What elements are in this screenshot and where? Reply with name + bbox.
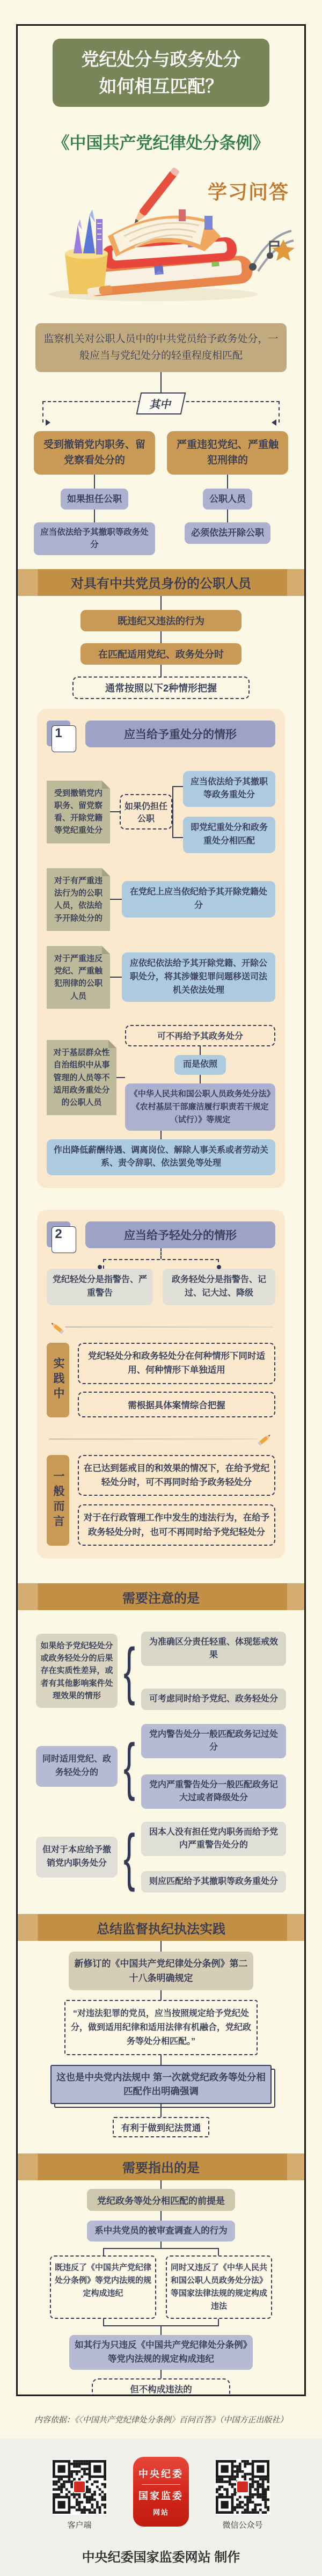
item-box: 党内警告处分一般匹配政务记过处分 [141,1724,286,1758]
but-box: 但不构成违法的 [92,2378,230,2396]
page-title [53,39,269,107]
cause-box: 受到撤销党内职务、留党察看处分的 [34,431,155,475]
connector [200,1046,201,1055]
connector [160,2242,162,2248]
brace-icon: { [123,1822,135,1893]
definition-box: 党纪轻处分是指警告、严重警告 [47,1269,153,1305]
note-card: 受到撤销党内职务、留党察看、开除党籍等党纪重处分 [47,781,110,843]
footer [0,2439,322,2576]
connector [160,1131,162,1139]
arrow-right-icon [46,419,50,426]
note-box: 同时适用党纪、政务轻处分的 [36,1746,118,1787]
item-box: 则应匹配给予其撤职等政务重处分 [141,1871,286,1893]
connector [160,1990,162,2000]
attention-rowB [36,1724,286,1809]
premise-box: 党纪政务等处分相匹配的前提是 [87,2189,235,2211]
pencil-icon [49,1319,65,1335]
general-box: 对于在行政管理工作中发生的违法行为，在给予政务轻处分时，也可不再同时给予党纪轻处分 [78,1504,275,1546]
divider-line [65,1326,273,1328]
qr-code [52,2459,107,2515]
practice-box: 党纪轻处分和政务轻处分在何种情形下同时适用、何种情形下单独适用 [78,1343,275,1384]
split-connector [103,2248,219,2255]
conditions-row [27,2255,295,2319]
regulation-box: 《中华人民共和国公职人员政务处分法》《农村基层干部廉洁履行职责若干规定（试行）》等规定 [125,1083,275,1131]
case2-title: 应当给予轻处分的情形 [85,1221,275,1248]
case2-header [47,1221,275,1248]
books-illustration [27,156,295,307]
note-box: 如果给予党纪轻处分或政务轻处分的后果存在实质性差异，或者有其他影响案件处理效果的情形 [36,1634,118,1708]
condition-box: 如果仍担任公职 [120,794,172,829]
summary-banner: 总结监督执纪执法实践 [18,1914,304,1941]
case1-row4 [47,1025,275,1131]
case2-defs [47,1269,275,1305]
connector [110,811,120,812]
item-box: 为准确区分责任轻重、体现惩戒效果 [141,1632,286,1666]
footer-row [49,2459,273,2530]
badge-divider [142,2484,180,2485]
pencil-icon [257,1431,273,1447]
branch-columns [27,431,295,555]
case2-panel [37,1210,285,1559]
tag-label: 学习问答 [207,181,289,203]
dashed-line [42,401,43,423]
badge-line3: 网站 [152,2508,169,2516]
connector [110,977,122,978]
note-card: 对于严重违反党纪、严重触犯刑律的公职人员 [47,946,110,1009]
items [141,1822,286,1893]
qr-center-logo [73,2480,86,2493]
result-box: 应当依法给予其撤职等政务重处分 [183,771,275,807]
result-box: 必须依法开除公职 [185,522,270,544]
item-box: 可考虑同时给予党纪、政务轻处分 [141,1689,286,1710]
badge-line2: 国家监委 [138,2491,184,2501]
practice-label: 实践中 [47,1343,69,1417]
title-line2: 如何相互匹配？ [99,76,223,96]
quote-box: “对违法犯罪的党员，应当按照规定给予党纪处分，做到适用纪律和适用法律有机融合，党纪政务等处分相匹配。” [64,2000,258,2055]
connector [160,2211,162,2221]
link-box: 而是依照 [174,1055,226,1075]
branch-connector [27,392,295,431]
cause-box: 严重违犯党纪、严重触犯刑律的 [167,431,288,475]
connector [110,899,122,900]
step-note: 通常按照以下2种情形把握 [72,676,250,699]
only-violation-box: 如其行为只违反《中国共产党纪律处分条例》等党内法规的规定构成违纪 [69,2335,253,2370]
merge-connector [103,2319,219,2326]
condition-box: 既违反了《中国共产党纪律处分条例》等党内法规的规定构成违纪 [50,2255,156,2319]
note-box: 但对于本应给予撤销党内职务处分 [36,1837,118,1878]
source-note: 内容依据：《〈中国共产党纪律处分条例〉百问百答》（中国方正出版社） [34,2416,288,2425]
regulation-ref-box: 新修订的《中国共产党纪律处分条例》第二十八条明确规定 [69,1952,253,1990]
condition-box: 同时又违反了《中华人民共和国公职人员政务处分法》等国家法律法规的规定构成违法 [166,2255,272,2319]
connector [200,1075,201,1083]
attention-banner: 需要注意的是 [18,1583,304,1610]
item-box: 因本人没有担任党内职务而给予党内严重警告处分的 [141,1822,286,1856]
connector [160,2055,162,2065]
result-box-wide: 作出降低薪酬待遇、调离岗位、解除人事关系或者劳动关系、责令辞职、依法罢免等处理 [47,1139,275,1176]
connector [160,596,162,610]
items [141,1632,286,1710]
items [141,1724,286,1809]
case-number-badge: 1 [47,721,70,746]
book-title: 《中国共产党纪律处分条例》 [53,134,269,152]
brace-icon: { [123,1635,135,1707]
practice-items [78,1343,275,1417]
qr-code [215,2459,270,2515]
bracket-connector [172,786,183,838]
connector [160,2104,162,2117]
benefit-box: 有利于做到纪法贯通 [113,2117,209,2137]
step-box: 在匹配适用党纪、政务处分时 [80,643,241,665]
qr-client [49,2459,109,2530]
production-credit: 中央纪委国家监委网站 制作 [82,2550,240,2565]
intro-statement: 监察机关对公职人员中的中共党员给予政务处分，一般应当与党纪处分的轻重程度相匹配 [35,323,287,372]
case1-row2 [47,868,275,931]
split-connector [103,1259,219,1269]
pointed-banner: 需要指出的是 [18,2153,304,2180]
general-label: 一般而言 [47,1455,69,1546]
dashed-line [279,401,280,423]
result-box: 在党纪上应当依纪给予其开除党籍处分 [122,881,275,918]
pencil-divider [49,1431,273,1447]
pencil-divider [49,1319,273,1335]
condition-box: 如果担任公职 [61,489,128,510]
connector [94,475,95,489]
connector [160,631,162,643]
case1-title: 应当给予重处分的情形 [85,721,275,747]
row4-chain [125,1025,275,1131]
branch-badge: 其中 [136,392,186,414]
connector [227,475,228,489]
section-banner: 对具有中共党员身份的公职人员 [18,569,304,596]
practice-box: 需根据具体案情综合把握 [78,1392,275,1417]
connector [94,510,95,522]
divider-line [49,1438,257,1440]
general-items [78,1455,275,1546]
connector [160,2180,162,2189]
connector [227,510,228,522]
badge-line1: 中央纪委 [138,2469,184,2479]
case-number-badge: 2 [47,1221,70,1247]
connector [160,2326,162,2335]
result-box: 可不再给予其政务处分 [125,1025,275,1046]
general-row [47,1455,275,1546]
ccdi-app-badge [133,2457,189,2527]
general-box: 在已达到惩戒目的和效果的情况下，在给予党纪轻处分时，可不再同时给予政务轻处分 [78,1455,275,1496]
attention-rowA [36,1632,286,1710]
attention-rowC [36,1822,286,1893]
branch-left [34,431,155,555]
qr-label: 客户端 [67,2521,92,2530]
connector [116,1077,125,1078]
case1-panel [37,709,285,1189]
case1-row1 [47,771,275,853]
result-box: 即党纪重处分和政务重处分相匹配 [183,817,275,853]
step-box: 既违纪又违法的行为 [80,610,241,631]
subject-box: 系中共党员的被审查调查人的行为 [87,2221,235,2242]
poster-frame [16,24,306,2396]
qr-wechat [213,2459,273,2530]
connector [160,2370,162,2378]
condition-box: 公职人员 [203,489,252,510]
branch-right [167,431,288,555]
qr-center-logo [236,2480,249,2493]
case1-row3 [47,946,275,1009]
result-box: 应当依法给予其撤职等政务处分 [34,522,155,555]
item-box: 党内严重警告处分一般匹配政务记大过或者降级处分 [141,1774,286,1809]
qr-label: 微信公众号 [222,2521,263,2530]
note-card: 对于有严重违法行为的公职人员，依法给予开除处分的 [47,868,110,931]
connector [160,665,162,676]
connector [160,1248,162,1259]
note-card: 对于基层群众性自治组织中从事管理的人员等不适用政务重处分的公职人员 [47,1040,116,1115]
practice-row [47,1343,275,1417]
result-box: 应依纪依法给予其开除党籍、开除公职处分，将其涉嫌犯罪问题移送司法机关依法处理 [122,952,275,1002]
brace-icon: { [123,1731,135,1802]
case1-header [47,721,275,747]
arrow-left-icon [272,419,276,426]
connector [160,1941,162,1952]
emphasis-box: 这也是中央党内法规中 第一次就党纪政务等处分相匹配作出明确强调 [50,2065,272,2104]
title-line1: 党纪处分与政务处分 [81,49,241,69]
results [183,771,275,853]
definition-box: 政务轻处分是指警告、记过、记大过、降级 [163,1269,275,1305]
connector [160,372,162,392]
